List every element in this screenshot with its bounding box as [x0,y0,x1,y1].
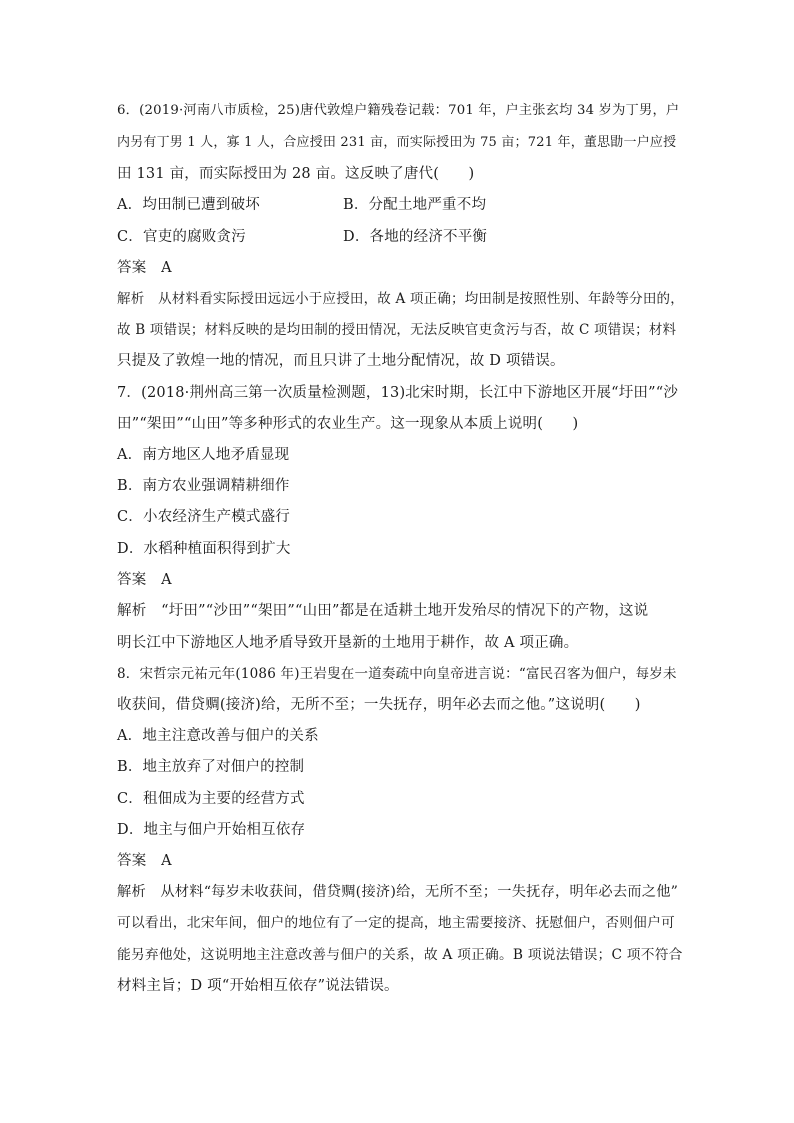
q8-option-c: C．租佃成为主要的经营方式 [117,791,305,807]
q8-analysis-line-1: 解析 从材料“每岁未收获间，借贷赒(接济)给，无所不至；一失抚存，明年必去而之他” [117,884,679,900]
q6-analysis-line-3: 只提及了敦煌一地的情况，而且只讲了土地分配情况，故 D 项错误。 [117,353,565,369]
q8-stem-line-1: 8．宋哲宗元祐元年(1086 年)王岩叟在一道奏疏中向皇帝进言说：“富民召客为佃户，每岁未 [117,666,677,682]
q6-stem-line-3: 田 131 亩，而实际授田为 28 亩。这反映了唐代( ) [117,166,475,182]
q6-stem-line-1: 6．(2019·河南八市质检，25)唐代敦煌户籍残卷记载：701 年，户主张玄均 34 岁为丁男，户 [117,103,680,118]
q7-option-d: D．水稻种植面积得到扩大 [117,541,291,557]
q8-option-a: A．地主注意改善与佃户的关系 [117,728,319,744]
q7-analysis-line-1: 解析 “圩田”“沙田”“架田”“山田”都是在适耕土地开发殆尽的情况下的产物，这说 [117,603,649,619]
q6-options-row-1 [117,195,683,215]
q7-answer: 答案 A [117,572,172,588]
q6-option-b: B．分配土地严重不均 [343,197,487,213]
q6-analysis-line-1: 解析 从材料看实际授田远远小于应授田，故 A 项正确；均田制是按照性别、年龄等分田的， [117,291,684,307]
q8-option-d: D．地主与佃户开始相互依存 [117,822,306,838]
q6-option-c: C．官吏的腐败贪污 [117,229,246,245]
q7-analysis-line-2: 明长江中下游地区人地矛盾导致开垦新的土地用于耕作，故 A 项正确。 [117,635,579,651]
q8-analysis-line-4: 材料主旨；D 项“开始相互依存”说法错误。 [117,978,399,994]
q6-option-a: A．均田制已遭到破坏 [117,197,260,213]
q7-option-c: C．小农经济生产模式盛行 [117,509,290,525]
q6-option-d: D．各地的经济不平衡 [343,229,488,245]
q8-analysis-line-3: 能另弃他处，这说明地主注意改善与佃户的关系，故 A 项正确。B 项说法错误；C 项不符合 [117,947,683,963]
q8-stem-line-2: 收获间，借贷赒(接济)给，无所不至；一失抚存，明年必去而之他。”这说明( ) [117,697,641,713]
q7-option-b: B．南方农业强调精耕细作 [117,478,290,494]
q6-analysis-line-2: 故 B 项错误；材料反映的是均田制的授田情况，无法反映官吏贪污与否，故 C 项错误；材料 [117,322,677,338]
q8-answer: 答案 A [117,853,172,869]
q7-stem-line-1: 7．(2018·荆州高三第一次质量检测题，13)北宋时期，长江中下游地区开展“圩田”“沙 [117,385,679,401]
q6-options-row-2 [117,227,683,247]
q8-option-b: B．地主放弃了对佃户的控制 [117,759,305,775]
q6-stem-line-2: 内另有丁男 1 人，寡 1 人，合应授田 231 亩，而实际授田为 75 亩；721 年，董思勖一户应授 [117,135,677,150]
q6-answer: 答案 A [117,260,172,276]
q8-analysis-line-2: 可以看出，北宋年间，佃户的地位有了一定的提高，地主需要接济、抚慰佃户，否则佃户可 [117,915,676,931]
q7-stem-line-2: 田”“架田”“山田”等多种形式的农业生产。这一现象从本质上说明( ) [117,416,579,432]
q7-option-a: A．南方地区人地矛盾显现 [117,447,290,463]
